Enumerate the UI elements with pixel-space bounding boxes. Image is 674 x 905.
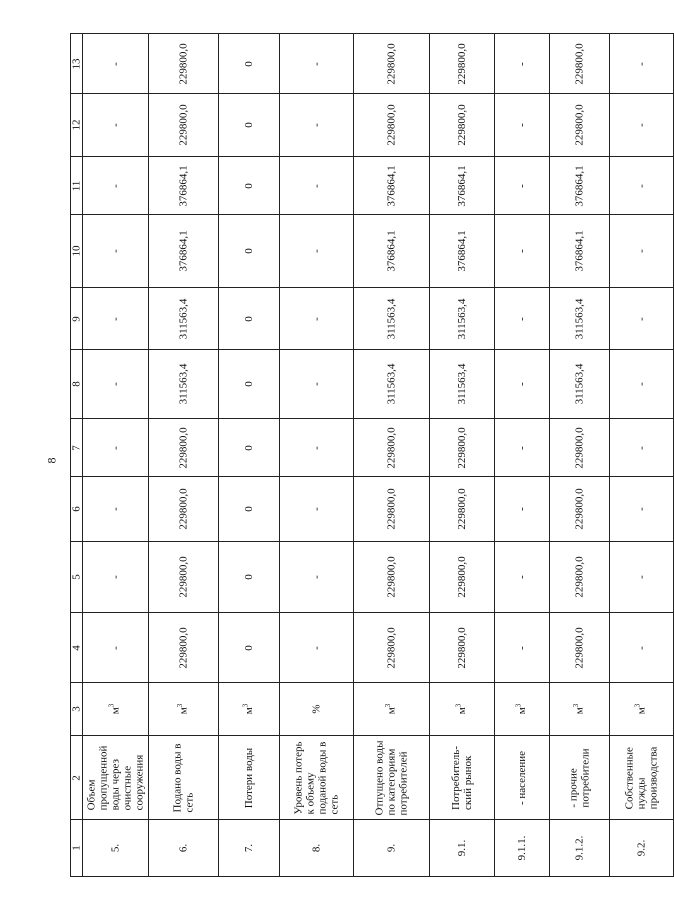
table-row xyxy=(71,288,674,350)
parameter-name-line: - население xyxy=(516,750,529,805)
parameter-name xyxy=(568,748,592,807)
table-row xyxy=(71,542,674,613)
value: 376864,1 xyxy=(385,164,398,207)
parameter-name-line: Отпущено воды xyxy=(373,740,386,815)
value-cell xyxy=(610,288,674,350)
value-cell xyxy=(218,613,279,683)
value: - xyxy=(310,382,323,386)
unit-cell xyxy=(148,683,218,736)
value: 311563,4 xyxy=(573,298,586,339)
parameter-name-line: - прочие xyxy=(567,767,580,808)
value: - xyxy=(516,316,529,321)
unit-label: $м^3$ xyxy=(454,703,469,715)
value: 311563,4 xyxy=(385,363,398,405)
parameter-name-line: воды через xyxy=(109,758,122,810)
parameter-name xyxy=(516,750,528,804)
value: 229800,0 xyxy=(385,104,398,146)
value-cell xyxy=(354,94,430,157)
column-header xyxy=(71,94,83,157)
row-number-cell xyxy=(430,820,495,877)
parameter-name-line: поданой воды в xyxy=(316,741,329,814)
value-cell xyxy=(550,34,610,94)
parameter-name-line: потребителей xyxy=(397,750,410,815)
value-cell xyxy=(430,613,495,683)
value-cell xyxy=(280,94,354,157)
column-header xyxy=(71,288,83,350)
value: - xyxy=(310,507,323,511)
parameter-name xyxy=(624,746,660,809)
parameter-name-line: Подано воды в xyxy=(171,743,184,812)
value-cell xyxy=(354,350,430,419)
value-cell xyxy=(280,350,354,419)
value-cell xyxy=(430,215,495,288)
table-row xyxy=(71,157,674,215)
value: 229800,0 xyxy=(177,104,190,146)
column-header-label: 10 xyxy=(70,245,83,257)
value-cell xyxy=(218,157,279,215)
value-cell xyxy=(495,215,550,288)
value-cell xyxy=(430,34,495,94)
column-header-label: 1 xyxy=(70,845,83,851)
value-cell xyxy=(148,350,218,419)
table-row xyxy=(71,34,674,94)
value: 229800,0 xyxy=(177,626,190,669)
value-cell xyxy=(550,613,610,683)
value: 229800,0 xyxy=(456,626,469,669)
value: 311563,4 xyxy=(177,363,190,405)
value: - xyxy=(516,183,529,188)
value: - xyxy=(516,445,529,450)
parameter-name-line: сеть xyxy=(183,792,196,812)
value-cell xyxy=(495,542,550,613)
parameter-name-line: Объем xyxy=(85,779,98,810)
value: - xyxy=(109,645,122,650)
table-row xyxy=(71,350,674,419)
column-header-label: 4 xyxy=(70,644,83,651)
parameter-name-line: нужды xyxy=(635,776,648,809)
unit-cell xyxy=(430,683,495,736)
value-cell xyxy=(83,419,149,477)
value: 0 xyxy=(242,182,255,189)
value-cell xyxy=(495,34,550,94)
value-cell xyxy=(610,350,674,419)
value: 229800,0 xyxy=(573,626,586,669)
value-cell xyxy=(610,215,674,288)
value-cell xyxy=(354,542,430,613)
value: - xyxy=(310,575,323,579)
value: - xyxy=(109,382,122,386)
value-cell xyxy=(354,288,430,350)
row-number: 7. xyxy=(242,843,255,853)
value-cell xyxy=(148,419,218,477)
value: 229800,0 xyxy=(177,426,190,469)
column-header xyxy=(71,215,83,288)
value-cell xyxy=(354,34,430,94)
parameter-name-line: потребители xyxy=(579,747,592,808)
value-cell xyxy=(83,613,149,683)
value-cell xyxy=(280,157,354,215)
value-cell xyxy=(280,215,354,288)
column-header xyxy=(71,683,83,736)
value-cell xyxy=(495,157,550,215)
value: 229800,0 xyxy=(385,556,398,598)
value-cell xyxy=(610,477,674,542)
table-row xyxy=(71,419,674,477)
unit-label: $м^3$ xyxy=(107,703,122,715)
value: - xyxy=(310,61,323,66)
value: - xyxy=(635,183,648,188)
value: 311563,4 xyxy=(456,363,469,405)
value-cell xyxy=(83,215,149,288)
row-number: 6. xyxy=(177,843,190,853)
table-row xyxy=(71,736,674,820)
value: 229800,0 xyxy=(573,42,586,85)
value: - xyxy=(635,445,648,450)
row-number: 9.1. xyxy=(456,839,469,857)
value-cell xyxy=(83,542,149,613)
unit-cell xyxy=(218,683,279,736)
parameter-name-line: к объему xyxy=(304,772,317,814)
parameter-name-line: очистные xyxy=(121,765,134,810)
value: - xyxy=(109,445,122,450)
value-cell xyxy=(83,477,149,542)
parameter-name-cell xyxy=(83,736,149,820)
unit-cell xyxy=(495,683,550,736)
value-cell xyxy=(430,157,495,215)
parameter-name-cell xyxy=(430,736,495,820)
unit-label: % xyxy=(310,704,323,714)
parameter-name xyxy=(374,740,410,815)
value-cell xyxy=(83,34,149,94)
unit-label: $м^3$ xyxy=(572,703,586,715)
unit-label: $м^3$ xyxy=(633,703,648,715)
value-cell xyxy=(430,542,495,613)
value: - xyxy=(109,575,122,579)
parameter-name-cell xyxy=(495,736,550,820)
column-header xyxy=(71,542,83,613)
parameter-name-cell xyxy=(280,736,354,820)
row-number-cell xyxy=(83,820,149,877)
value: 229800,0 xyxy=(573,426,586,469)
parameter-name xyxy=(171,743,195,812)
value-cell xyxy=(280,288,354,350)
column-header-label: 3 xyxy=(70,706,83,712)
value-cell xyxy=(218,350,279,419)
value: 229800,0 xyxy=(456,104,469,146)
value: - xyxy=(516,123,529,127)
value: 0 xyxy=(242,315,255,322)
value: 311563,4 xyxy=(456,298,469,339)
parameter-name-line: по категориям xyxy=(385,748,398,815)
unit-cell xyxy=(610,683,674,736)
value: 0 xyxy=(242,574,255,580)
value-cell xyxy=(354,477,430,542)
parameter-name-cell xyxy=(148,736,218,820)
value-cell xyxy=(430,288,495,350)
value: - xyxy=(635,507,648,511)
value: - xyxy=(516,61,529,66)
value-cell xyxy=(218,542,279,613)
value: - xyxy=(109,316,122,321)
value: 376864,1 xyxy=(456,164,469,207)
unit-cell xyxy=(354,683,430,736)
row-number: 9.1.2. xyxy=(573,835,586,861)
parameter-name-cell xyxy=(610,736,674,820)
value-cell xyxy=(550,215,610,288)
value-cell xyxy=(550,157,610,215)
column-header xyxy=(71,34,83,94)
row-number-cell xyxy=(218,820,279,877)
value: 229800,0 xyxy=(385,626,398,669)
column-header-label: 6 xyxy=(70,506,83,512)
value-cell xyxy=(218,34,279,94)
value-cell xyxy=(218,215,279,288)
value-cell xyxy=(430,419,495,477)
row-number: 5. xyxy=(109,843,122,853)
value: 229800,0 xyxy=(385,42,398,85)
column-header xyxy=(71,736,83,820)
value: 0 xyxy=(242,248,255,254)
value-cell xyxy=(218,94,279,157)
value: - xyxy=(635,316,648,321)
value: 0 xyxy=(242,644,255,651)
value: - xyxy=(310,183,323,188)
value: 376864,1 xyxy=(573,230,586,272)
value: - xyxy=(635,123,648,127)
value-cell xyxy=(550,350,610,419)
row-number: 9.1.1. xyxy=(516,835,529,861)
value-cell xyxy=(218,419,279,477)
page-number: 8 xyxy=(44,457,59,464)
value-cell xyxy=(550,288,610,350)
parameter-name-line: Потребитель- xyxy=(450,745,463,810)
value: - xyxy=(516,507,529,511)
value: 376864,1 xyxy=(456,230,469,272)
parameter-name-cell xyxy=(218,736,279,820)
value-cell xyxy=(610,34,674,94)
value: - xyxy=(635,61,648,66)
value: 311563,4 xyxy=(385,298,398,339)
value: - xyxy=(310,645,323,650)
parameter-name xyxy=(85,745,145,810)
value: 229800,0 xyxy=(456,488,469,530)
column-header-label: 5 xyxy=(70,574,83,580)
value-cell xyxy=(495,613,550,683)
column-header xyxy=(71,477,83,542)
parameter-name-cell xyxy=(550,736,610,820)
value-cell xyxy=(610,157,674,215)
value-cell xyxy=(148,215,218,288)
value: 0 xyxy=(242,122,255,128)
value: - xyxy=(109,183,122,188)
value: 376864,1 xyxy=(573,164,586,207)
value-cell xyxy=(218,477,279,542)
parameter-name-line: Собственные xyxy=(623,746,636,809)
row-number: 8. xyxy=(310,843,323,853)
value: 229800,0 xyxy=(177,488,190,530)
value-cell xyxy=(610,94,674,157)
value: 376864,1 xyxy=(385,230,398,272)
row-number-cell xyxy=(610,820,674,877)
column-header xyxy=(71,350,83,419)
value: 229800,0 xyxy=(456,556,469,598)
column-header xyxy=(71,613,83,683)
value-cell xyxy=(610,419,674,477)
value-cell xyxy=(610,613,674,683)
value: - xyxy=(516,575,529,579)
table-row xyxy=(71,215,674,288)
row-number: 9.2. xyxy=(635,839,648,857)
value-cell xyxy=(148,157,218,215)
value: - xyxy=(109,249,122,253)
value: - xyxy=(516,249,529,253)
value: 311563,4 xyxy=(573,363,586,405)
parameter-name-cell xyxy=(354,736,430,820)
value: - xyxy=(310,445,323,450)
column-header-label: 11 xyxy=(70,180,83,191)
value: - xyxy=(310,316,323,321)
value-cell xyxy=(148,613,218,683)
value: - xyxy=(516,382,529,386)
value-cell xyxy=(83,94,149,157)
column-header xyxy=(71,820,83,877)
value-cell xyxy=(354,157,430,215)
value: 0 xyxy=(242,60,255,67)
value: - xyxy=(516,645,529,650)
data-table xyxy=(70,33,674,877)
value: 0 xyxy=(242,444,255,451)
row-number-cell xyxy=(148,820,218,877)
parameter-name-line: сооружения xyxy=(133,754,146,810)
table-row xyxy=(71,613,674,683)
row-number-cell xyxy=(550,820,610,877)
value-cell xyxy=(280,34,354,94)
value-cell xyxy=(83,288,149,350)
column-header xyxy=(71,419,83,477)
value: - xyxy=(635,645,648,650)
row-number-cell xyxy=(280,820,354,877)
column-header-label: 2 xyxy=(70,774,83,781)
value-cell xyxy=(280,419,354,477)
unit-cell xyxy=(280,683,354,736)
value-cell xyxy=(83,157,149,215)
parameter-name-line: сеть xyxy=(328,794,341,814)
value-cell xyxy=(148,34,218,94)
unit-label: $м^3$ xyxy=(514,703,529,715)
value-cell xyxy=(495,419,550,477)
value: 229800,0 xyxy=(177,42,190,85)
value: - xyxy=(635,249,648,253)
row-number-cell xyxy=(354,820,430,877)
value: 229800,0 xyxy=(385,426,398,469)
table-row xyxy=(71,477,674,542)
value: 229800,0 xyxy=(573,556,586,598)
column-header-label: 9 xyxy=(70,315,83,322)
value-cell xyxy=(495,477,550,542)
value-cell xyxy=(550,477,610,542)
value: 229800,0 xyxy=(177,556,190,598)
table-row xyxy=(71,820,674,877)
value: 0 xyxy=(242,506,255,512)
unit-cell xyxy=(550,683,610,736)
value-cell xyxy=(430,94,495,157)
value: - xyxy=(109,61,122,66)
value-cell xyxy=(354,215,430,288)
value: 229800,0 xyxy=(456,426,469,469)
value-cell xyxy=(280,542,354,613)
parameter-name-line: Потери воды xyxy=(242,747,255,808)
value-cell xyxy=(148,94,218,157)
value-cell xyxy=(550,94,610,157)
row-number-cell xyxy=(495,820,550,877)
value: 0 xyxy=(242,381,255,387)
table-row xyxy=(71,94,674,157)
column-header-label: 7 xyxy=(70,444,83,451)
parameter-name xyxy=(450,746,474,810)
value: 376864,1 xyxy=(177,230,190,272)
column-header-label: 12 xyxy=(70,119,83,131)
parameter-name xyxy=(293,741,341,814)
value: - xyxy=(635,575,648,579)
parameter-name-line: ский рынок xyxy=(462,755,475,810)
unit-cell xyxy=(83,683,149,736)
value-cell xyxy=(148,288,218,350)
value-cell xyxy=(148,477,218,542)
value-cell xyxy=(495,94,550,157)
parameter-name xyxy=(243,747,255,807)
value-cell xyxy=(148,542,218,613)
value-cell xyxy=(218,288,279,350)
value-cell xyxy=(354,419,430,477)
parameter-name-line: Уровень потерь xyxy=(292,741,305,814)
value: - xyxy=(109,123,122,127)
value: - xyxy=(310,249,323,253)
parameter-name-line: пропущенной xyxy=(97,745,110,810)
unit-label: $м^3$ xyxy=(383,703,398,715)
parameter-name-line: производства xyxy=(647,746,660,809)
value-cell xyxy=(550,419,610,477)
value: 229800,0 xyxy=(573,104,586,146)
row-number: 9. xyxy=(385,843,398,853)
column-header xyxy=(71,157,83,215)
value: 229800,0 xyxy=(573,488,586,530)
table-row xyxy=(71,683,674,736)
unit-label: $м^3$ xyxy=(175,703,190,715)
value: 311563,4 xyxy=(177,298,190,339)
unit-label: $м^3$ xyxy=(241,703,255,715)
value: - xyxy=(310,123,323,127)
value-cell xyxy=(610,542,674,613)
column-header-label: 13 xyxy=(70,58,83,69)
value: 376864,1 xyxy=(177,164,190,207)
value-cell xyxy=(550,542,610,613)
value-cell xyxy=(430,350,495,419)
value-cell xyxy=(495,288,550,350)
column-header-label: 8 xyxy=(70,381,83,387)
value-cell xyxy=(280,477,354,542)
value-cell xyxy=(495,350,550,419)
value: - xyxy=(109,507,122,511)
value: - xyxy=(635,382,648,386)
value: 229800,0 xyxy=(385,488,398,530)
value-cell xyxy=(430,477,495,542)
value: 229800,0 xyxy=(456,42,469,85)
value-cell xyxy=(83,350,149,419)
